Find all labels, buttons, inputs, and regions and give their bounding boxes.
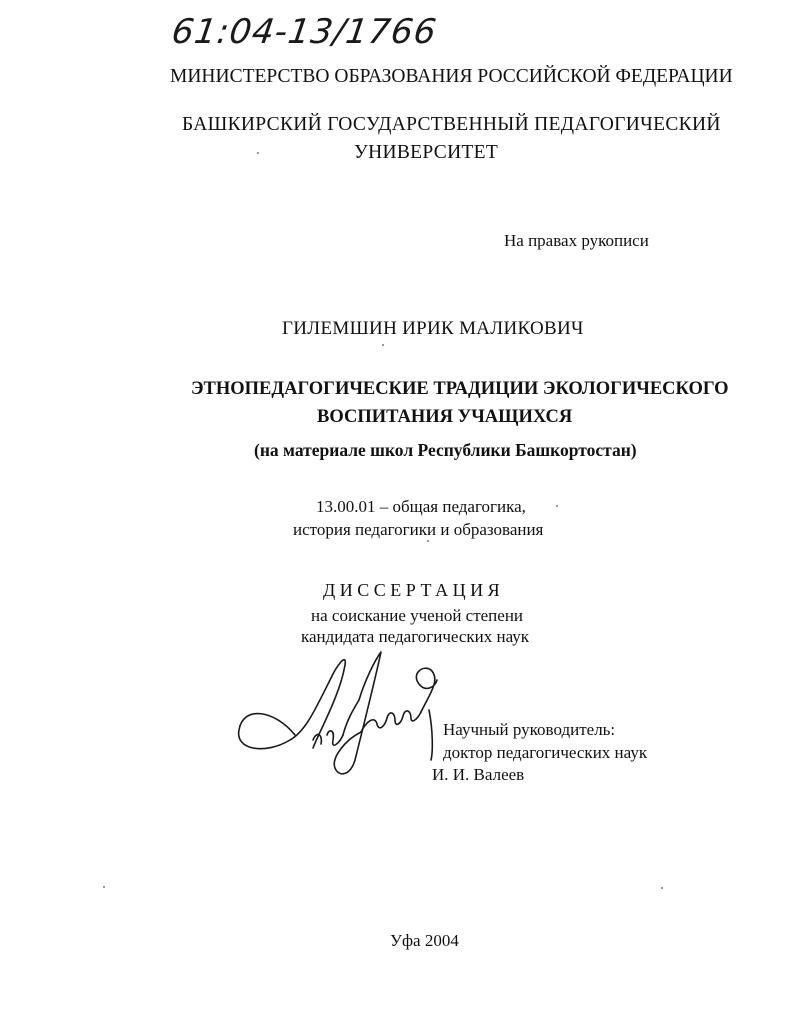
specialty-line1: 13.00.01 – общая педагогика, <box>316 497 526 516</box>
thesis-subtitle: (на материале школ Республики Башкортостан) <box>254 440 637 460</box>
ministry-heading: МИНИСТЕРСТВО ОБРАЗОВАНИЯ РОССИЙСКОЙ ФЕДЕРАЦИИ <box>170 66 733 87</box>
advisor-name: И. И. Валеев <box>432 765 525 784</box>
thesis-title-line2: ВОСПИТАНИЯ УЧАЩИХСЯ <box>317 407 573 427</box>
advisor-degree: доктор педагогических наук <box>443 743 648 762</box>
specialty-line2: история педагогики и образования <box>293 520 544 539</box>
degree-line2: кандидата педагогических наук <box>301 627 530 646</box>
degree-line1: на соискание ученой степени <box>311 606 524 625</box>
scan-speck <box>427 540 429 542</box>
archive-code: 61:04-13/1766 <box>169 12 440 52</box>
scan-speck <box>382 344 384 346</box>
advisor-label: Научный руководитель: <box>443 720 616 739</box>
rights-note: На правах рукописи <box>504 231 649 250</box>
dissertation-heading: ДИССЕРТАЦИЯ <box>323 580 505 600</box>
university-heading-line2: УНИВЕРСИТЕТ <box>354 142 499 163</box>
author-name: ГИЛЕМШИН ИРИК МАЛИКОВИЧ <box>282 318 584 339</box>
university-heading-line1: БАШКИРСКИЙ ГОСУДАРСТВЕННЫЙ ПЕДАГОГИЧЕСКИЙ <box>182 114 721 135</box>
scan-speck <box>661 887 663 889</box>
handwritten-signature <box>235 640 450 785</box>
scan-speck <box>103 886 105 888</box>
scan-speck <box>556 505 558 507</box>
scan-speck <box>257 152 259 154</box>
city-year: Уфа 2004 <box>390 931 459 950</box>
thesis-title-line1: ЭТНОПЕДАГОГИЧЕСКИЕ ТРАДИЦИИ ЭКОЛОГИЧЕСКОГО <box>191 379 729 399</box>
